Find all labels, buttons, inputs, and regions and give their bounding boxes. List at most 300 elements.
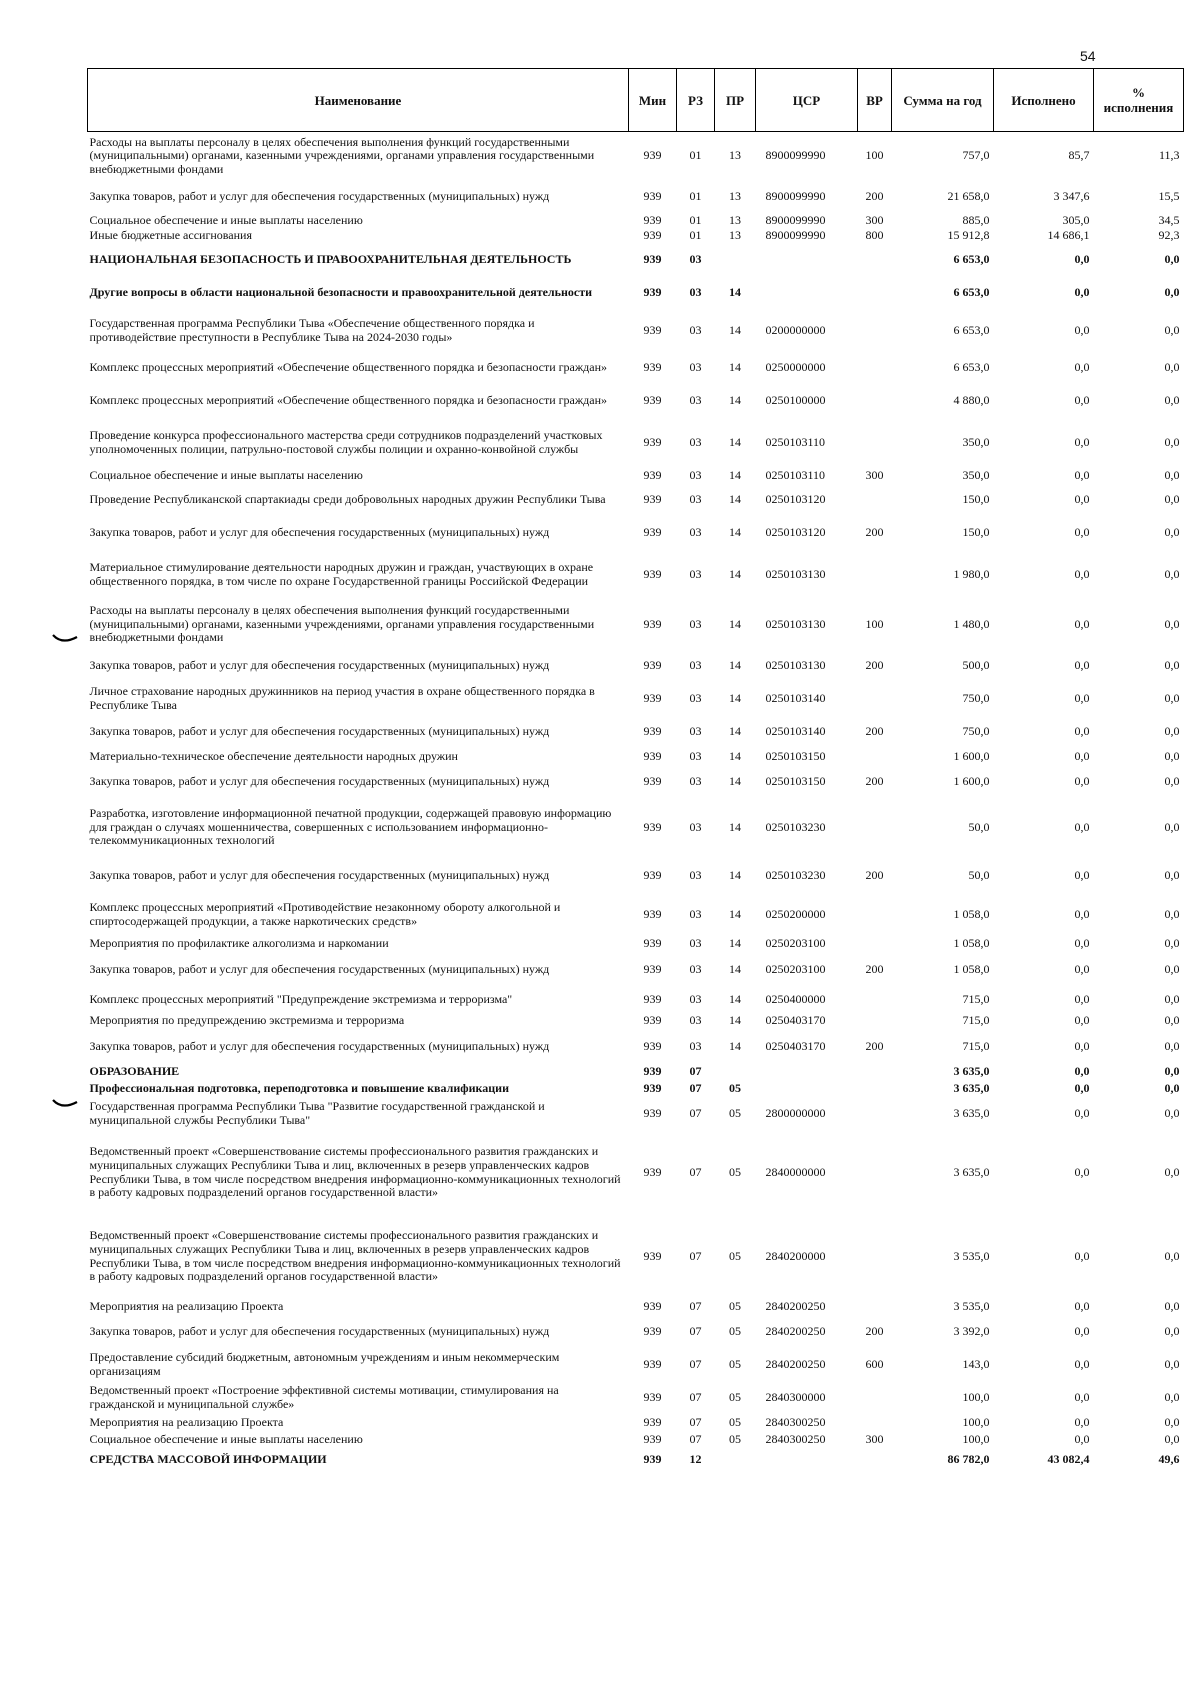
- cell-csr: 0250203100: [765, 936, 826, 951]
- cell-done: 0,0: [1074, 867, 1090, 882]
- table-row: [88, 1382, 1184, 1415]
- cell-min: 939: [643, 907, 662, 922]
- cell-pr: 05: [729, 1164, 741, 1179]
- cell-vr: 300: [865, 467, 884, 482]
- cell-csr: 2840200250: [765, 1357, 826, 1372]
- cell-rz: 03: [689, 936, 702, 951]
- cell-pr: 14: [729, 819, 741, 834]
- cell-rz: 03: [689, 467, 702, 482]
- cell-rz: 07: [689, 1248, 702, 1263]
- cell-pct: 0,0: [1164, 936, 1180, 951]
- cell-pr: 14: [729, 360, 741, 375]
- cell-pr: 05: [729, 1248, 741, 1263]
- cell-done: 0,0: [1074, 285, 1090, 300]
- cell-done: 0,0: [1074, 467, 1090, 482]
- cell-vr: [858, 895, 892, 936]
- cell-pct: 0,0: [1164, 467, 1180, 482]
- cell-min: 939: [643, 691, 662, 706]
- cell-min: 939: [643, 467, 662, 482]
- cell-min: 939: [643, 616, 662, 631]
- cell-rz: 01: [689, 189, 702, 204]
- cell-vr: [858, 1382, 892, 1415]
- table-row: [88, 650, 1184, 683]
- cell-rz: 03: [689, 774, 702, 789]
- cell-min: 939: [643, 1106, 662, 1121]
- cell-sum: 715,0: [962, 991, 990, 1006]
- cell-min: 939: [643, 434, 662, 449]
- cell-csr: 0250103140: [765, 691, 826, 706]
- cell-min: 939: [643, 189, 662, 204]
- cell-done: 0,0: [1074, 434, 1090, 449]
- cell-name: Расходы на выплаты персоналу в целях обеспечения выполнения функций государственными (муниципальными) органами, казенными учреждениями, органами управления государственными внебюджетными фондами: [89, 603, 595, 645]
- cell-sum: 3 635,0: [953, 1164, 990, 1179]
- cell-rz: 03: [689, 691, 702, 706]
- cell-done: 0,0: [1074, 819, 1090, 834]
- cell-sum: 86 782,0: [947, 1452, 990, 1467]
- cell-pr: 14: [729, 724, 741, 739]
- table-row: [88, 418, 1184, 468]
- cell-pr: 14: [729, 991, 741, 1006]
- cell-pct: 0,0: [1164, 907, 1180, 922]
- cell-rz: 03: [689, 658, 702, 673]
- cell-pr: 13: [729, 148, 741, 163]
- cell-csr: 0250400000: [765, 991, 826, 1006]
- cell-sum: 143,0: [962, 1357, 990, 1372]
- header-pct: % исполнения: [1094, 69, 1184, 132]
- cell-pct: 0,0: [1164, 819, 1180, 834]
- cell-done: 0,0: [1074, 492, 1090, 507]
- table-row: [88, 1030, 1184, 1064]
- table-row: [88, 1316, 1184, 1349]
- cell-sum: 3 635,0: [953, 1106, 990, 1121]
- cell-sum: 1 058,0: [953, 907, 990, 922]
- cell-rz: 07: [689, 1106, 702, 1121]
- cell-name: Закупка товаров, работ и услуг для обеспечения государственных (муниципальных) нужд: [89, 189, 550, 204]
- cell-done: 0,0: [1074, 1390, 1090, 1405]
- cell-min: 939: [643, 1357, 662, 1372]
- cell-pr: 14: [729, 658, 741, 673]
- check-mark-icon: [52, 1097, 78, 1111]
- cell-csr: 0250103130: [765, 616, 826, 631]
- table-row: [88, 1349, 1184, 1382]
- table-row: [88, 181, 1184, 214]
- cell-csr: 0250103110: [765, 434, 826, 449]
- cell-sum: 1 600,0: [953, 749, 990, 764]
- cell-done: 0,0: [1074, 991, 1090, 1006]
- cell-sum: 6 653,0: [953, 252, 990, 267]
- cell-rz: 03: [689, 867, 702, 882]
- header-sum: Сумма на год: [892, 69, 994, 132]
- cell-csr: 2840300250: [765, 1415, 826, 1430]
- cell-rz: 03: [689, 749, 702, 764]
- cell-csr: [756, 1081, 858, 1098]
- cell-name: Социальное обеспечение и иные выплаты населению: [89, 213, 363, 228]
- cell-csr: 2840200250: [765, 1299, 826, 1314]
- cell-pct: 0,0: [1164, 1299, 1180, 1314]
- cell-pct: 0,0: [1164, 724, 1180, 739]
- cell-pr: 14: [729, 492, 741, 507]
- cell-done: 0,0: [1074, 1013, 1090, 1028]
- cell-pr: 14: [729, 749, 741, 764]
- cell-sum: 15 912,8: [947, 228, 990, 243]
- cell-pr: 14: [729, 566, 741, 581]
- cell-pct: 0,0: [1164, 1038, 1180, 1053]
- cell-name: Закупка товаров, работ и услуг для обеспечения государственных (муниципальных) нужд: [89, 525, 550, 540]
- cell-pr: 14: [729, 525, 741, 540]
- table-row: [88, 214, 1184, 229]
- cell-done: 0,0: [1074, 1324, 1090, 1339]
- cell-vr: 300: [865, 1432, 884, 1447]
- cell-csr: 8900099990: [765, 228, 826, 243]
- cell-sum: 1 058,0: [953, 961, 990, 976]
- table-row: [88, 1013, 1184, 1030]
- cell-done: 0,0: [1074, 1064, 1090, 1079]
- table-row: [88, 1449, 1184, 1472]
- cell-vr: 600: [865, 1357, 884, 1372]
- cell-vr: [858, 352, 892, 385]
- cell-pct: 0,0: [1164, 691, 1180, 706]
- table-row: [88, 468, 1184, 484]
- cell-csr: 8900099990: [765, 189, 826, 204]
- cell-name: Ведомственный проект «Совершенствование системы профессионального развития гражданских и муниципальных служащих Республики Тыва и лиц, включенных в резерв управленческих кадров Республики Тыва, в том числе посредством внедрения информационно-коммуникационных технологий в работу кадровых подразделений органов государственной власти»: [89, 1228, 621, 1284]
- cell-min: 939: [643, 148, 662, 163]
- cell-name: Предоставление субсидий бюджетным, автономным учреждениям и иным некоммерческим организациям: [89, 1350, 560, 1378]
- cell-csr: [756, 244, 858, 277]
- cell-sum: 757,0: [962, 148, 990, 163]
- cell-pr: 13: [729, 189, 741, 204]
- cell-vr: 300: [865, 213, 884, 228]
- cell-min: 939: [643, 252, 662, 267]
- cell-done: 0,0: [1074, 1106, 1090, 1121]
- cell-rz: 07: [689, 1164, 702, 1179]
- cell-csr: 2840300000: [765, 1390, 826, 1405]
- cell-rz: 03: [689, 252, 702, 267]
- table-row: [88, 244, 1184, 277]
- cell-sum: 150,0: [962, 525, 990, 540]
- cell-min: 939: [643, 1432, 662, 1447]
- cell-vr: [858, 310, 892, 352]
- table-row: [88, 385, 1184, 418]
- cell-name: Социальное обеспечение и иные выплаты населению: [89, 1432, 363, 1447]
- cell-rz: 01: [689, 228, 702, 243]
- cell-done: 0,0: [1074, 691, 1090, 706]
- cell-done: 0,0: [1074, 907, 1090, 922]
- cell-min: 939: [643, 1248, 662, 1263]
- header-csr: ЦСР: [756, 69, 858, 132]
- cell-name: Комплекс процессных мероприятий «Противодействие незаконному обороту алкогольной и спиртосодержащей продукции, а также наркотических средств»: [89, 900, 561, 928]
- table-row: [88, 953, 1184, 987]
- cell-sum: 350,0: [962, 467, 990, 482]
- table-header-row: [88, 69, 1184, 132]
- cell-csr: 0250103110: [765, 467, 826, 482]
- cell-csr: 0250200000: [765, 907, 826, 922]
- cell-name: Закупка товаров, работ и услуг для обеспечения государственных (муниципальных) нужд: [89, 1324, 550, 1339]
- cell-min: 939: [643, 1164, 662, 1179]
- cell-pr: 05: [729, 1432, 741, 1447]
- cell-vr: [858, 1131, 892, 1215]
- cell-pct: 0,0: [1164, 1248, 1180, 1263]
- cell-min: 939: [643, 285, 662, 300]
- cell-vr: [858, 1098, 892, 1131]
- cell-vr: 200: [865, 189, 884, 204]
- cell-min: 939: [643, 1064, 662, 1079]
- cell-vr: [858, 749, 892, 766]
- cell-pr: 14: [729, 936, 741, 951]
- cell-done: 305,0: [1062, 213, 1090, 228]
- cell-pr: 05: [729, 1357, 741, 1372]
- cell-pct: 0,0: [1164, 1432, 1180, 1447]
- cell-name: Проведение Республиканской спартакиады среди добровольных народных дружин Республики Тыва: [89, 492, 606, 507]
- cell-pct: 92,3: [1158, 228, 1180, 243]
- cell-pct: 0,0: [1164, 1324, 1180, 1339]
- table-row: [88, 1415, 1184, 1432]
- cell-pct: 0,0: [1164, 774, 1180, 789]
- table-row: [88, 749, 1184, 766]
- cell-min: 939: [643, 961, 662, 976]
- cell-rz: 03: [689, 360, 702, 375]
- cell-rz: 07: [689, 1390, 702, 1405]
- cell-name: Материально-техническое обеспечение деятельности народных дружин: [89, 749, 458, 764]
- cell-pct: 0,0: [1164, 961, 1180, 976]
- cell-done: 0,0: [1074, 658, 1090, 673]
- cell-done: 43 082,4: [1047, 1452, 1090, 1467]
- table-row: [88, 936, 1184, 953]
- cell-rz: 03: [689, 1038, 702, 1053]
- cell-min: 939: [643, 774, 662, 789]
- cell-rz: 07: [689, 1357, 702, 1372]
- cell-vr: 100: [865, 148, 884, 163]
- cell-vr: 200: [865, 867, 884, 882]
- cell-csr: 0200000000: [765, 322, 826, 337]
- cell-csr: 0250103120: [765, 525, 826, 540]
- cell-pct: 0,0: [1164, 1357, 1180, 1372]
- cell-name: Комплекс процессных мероприятий «Обеспечение общественного порядка и безопасности граждан»: [89, 360, 608, 375]
- cell-name: Ведомственный проект «Построение эффективной системы мотивации, стимулирования на гражданской и муниципальной службе»: [89, 1383, 559, 1411]
- cell-min: 939: [643, 492, 662, 507]
- cell-pr: 14: [729, 467, 741, 482]
- cell-vr: [858, 683, 892, 716]
- cell-min: 939: [643, 658, 662, 673]
- page-number: 54: [1080, 48, 1096, 64]
- cell-vr: [858, 550, 892, 600]
- cell-done: 85,7: [1068, 148, 1090, 163]
- cell-vr: [858, 1299, 892, 1316]
- header-rz: РЗ: [677, 69, 715, 132]
- cell-pct: 0,0: [1164, 1064, 1180, 1079]
- cell-pct: 0,0: [1164, 991, 1180, 1006]
- cell-csr: 0250103150: [765, 774, 826, 789]
- cell-pr: 14: [729, 616, 741, 631]
- cell-sum: 750,0: [962, 724, 990, 739]
- cell-csr: 0250100000: [765, 393, 826, 408]
- cell-min: 939: [643, 991, 662, 1006]
- cell-done: 3 347,6: [1053, 189, 1090, 204]
- cell-name: Социальное обеспечение и иные выплаты населению: [89, 467, 363, 482]
- cell-name: Закупка товаров, работ и услуг для обеспечения государственных (муниципальных) нужд: [89, 774, 550, 789]
- cell-sum: 1 480,0: [953, 616, 990, 631]
- cell-pct: 34,5: [1158, 213, 1180, 228]
- cell-name: Государственная программа Республики Тыва «Обеспечение общественного порядка и противодействие преступности в Республике Тыва на 2024-2030 годы»: [89, 315, 535, 344]
- cell-sum: 715,0: [962, 1038, 990, 1053]
- cell-rz: 03: [689, 525, 702, 540]
- cell-name: Мероприятия на реализацию Проекта: [89, 1415, 284, 1430]
- cell-csr: 2840200250: [765, 1324, 826, 1339]
- cell-name: Закупка товаров, работ и услуг для обеспечения государственных (муниципальных) нужд: [89, 961, 550, 976]
- cell-csr: [756, 277, 858, 310]
- cell-pct: 0,0: [1164, 322, 1180, 337]
- cell-pct: 0,0: [1164, 1390, 1180, 1405]
- cell-min: 939: [643, 749, 662, 764]
- table-row: [88, 799, 1184, 857]
- header-done: Исполнено: [994, 69, 1094, 132]
- cell-min: 939: [643, 213, 662, 228]
- table-row: [88, 1131, 1184, 1215]
- cell-done: 0,0: [1074, 252, 1090, 267]
- cell-done: 0,0: [1074, 774, 1090, 789]
- cell-vr: [858, 385, 892, 418]
- cell-pct: 0,0: [1164, 1081, 1180, 1096]
- cell-pr: 14: [729, 1013, 741, 1028]
- cell-rz: 03: [689, 285, 702, 300]
- cell-sum: 150,0: [962, 492, 990, 507]
- cell-min: 939: [643, 393, 662, 408]
- cell-pr: 05: [729, 1081, 741, 1096]
- cell-done: 0,0: [1074, 1357, 1090, 1372]
- cell-sum: 50,0: [968, 867, 990, 882]
- table-row: [88, 352, 1184, 385]
- table-row: [88, 277, 1184, 310]
- cell-vr: [858, 484, 892, 517]
- cell-min: 939: [643, 867, 662, 882]
- cell-rz: 03: [689, 819, 702, 834]
- cell-min: 939: [643, 1452, 662, 1467]
- cell-done: 0,0: [1074, 724, 1090, 739]
- cell-pr: 14: [729, 691, 741, 706]
- cell-rz: 01: [689, 148, 702, 163]
- cell-vr: 800: [865, 228, 884, 243]
- cell-pct: 0,0: [1164, 492, 1180, 507]
- budget-table: [87, 68, 1184, 1472]
- cell-pct: 0,0: [1164, 393, 1180, 408]
- table-row: [88, 987, 1184, 1013]
- cell-name: Ведомственный проект «Совершенствование системы профессионального развития гражданских и муниципальных служащих Республики Тыва и лиц, включенных в резерв управленческих кадров Республики Тыва, в том числе посредством внедрения информационно-коммуникационных технологий в работу кадровых подразделений органов государственной власти»: [89, 1144, 621, 1200]
- table-row: [88, 1098, 1184, 1131]
- cell-sum: 715,0: [962, 1013, 990, 1028]
- cell-csr: 8900099990: [765, 148, 826, 163]
- cell-done: 0,0: [1074, 393, 1090, 408]
- table-row: [88, 600, 1184, 650]
- cell-name: Материальное стимулирование деятельности народных дружин и граждан, участвующих в охране общественного порядка, в том числе по охране Государственной границы Российской Федерации: [89, 559, 594, 588]
- cell-min: 939: [643, 1013, 662, 1028]
- cell-pr: 05: [729, 1390, 741, 1405]
- cell-min: 939: [643, 819, 662, 834]
- cell-rz: 03: [689, 393, 702, 408]
- cell-vr: [858, 936, 892, 953]
- cell-min: 939: [643, 1299, 662, 1314]
- cell-rz: 07: [689, 1299, 702, 1314]
- cell-sum: 6 653,0: [953, 360, 990, 375]
- cell-pr: 14: [729, 285, 741, 300]
- cell-done: 0,0: [1074, 936, 1090, 951]
- cell-sum: 1 600,0: [953, 774, 990, 789]
- cell-vr: [858, 1081, 892, 1098]
- cell-pct: 0,0: [1164, 1106, 1180, 1121]
- table-row: [88, 1064, 1184, 1081]
- cell-vr: 100: [865, 616, 884, 631]
- cell-name: ОБРАЗОВАНИЕ: [89, 1064, 180, 1079]
- cell-done: 0,0: [1074, 1164, 1090, 1179]
- cell-pct: 0,0: [1164, 749, 1180, 764]
- cell-pr: 14: [729, 867, 741, 882]
- cell-csr: 0250000000: [765, 360, 826, 375]
- cell-pr: 05: [729, 1106, 741, 1121]
- cell-pr: 14: [729, 322, 741, 337]
- cell-pct: 0,0: [1164, 566, 1180, 581]
- cell-sum: 350,0: [962, 434, 990, 449]
- cell-sum: 21 658,0: [947, 189, 990, 204]
- cell-rz: 03: [689, 724, 702, 739]
- cell-vr: [858, 1013, 892, 1030]
- table-row: [88, 766, 1184, 799]
- cell-vr: 200: [865, 1324, 884, 1339]
- cell-done: 0,0: [1074, 322, 1090, 337]
- cell-sum: 3 535,0: [953, 1248, 990, 1263]
- cell-min: 939: [643, 1081, 662, 1096]
- cell-done: 0,0: [1074, 1081, 1090, 1096]
- cell-pct: 0,0: [1164, 616, 1180, 631]
- cell-rz: 03: [689, 566, 702, 581]
- cell-done: 0,0: [1074, 1415, 1090, 1430]
- cell-vr: 200: [865, 724, 884, 739]
- cell-name: Закупка товаров, работ и услуг для обеспечения государственных (муниципальных) нужд: [89, 724, 550, 739]
- cell-rz: 03: [689, 322, 702, 337]
- cell-vr: [858, 244, 892, 277]
- cell-name: Мероприятия по профилактике алкоголизма и наркомании: [89, 936, 389, 951]
- cell-sum: 3 535,0: [953, 1299, 990, 1314]
- cell-done: 0,0: [1074, 1432, 1090, 1447]
- cell-pct: 15,5: [1158, 189, 1180, 204]
- cell-min: 939: [643, 1038, 662, 1053]
- cell-csr: 0250103230: [765, 819, 826, 834]
- cell-done: 0,0: [1074, 616, 1090, 631]
- cell-rz: 03: [689, 434, 702, 449]
- cell-name: Личное страхование народных дружинников на период участия в охране общественного порядка в Республике Тыва: [89, 684, 595, 712]
- cell-pct: 0,0: [1164, 1013, 1180, 1028]
- cell-pct: 0,0: [1164, 1415, 1180, 1430]
- cell-vr: [858, 1415, 892, 1432]
- cell-done: 0,0: [1074, 525, 1090, 540]
- table-row: [88, 1299, 1184, 1316]
- cell-csr: 2800000000: [765, 1106, 826, 1121]
- cell-rz: 03: [689, 492, 702, 507]
- cell-done: 0,0: [1074, 566, 1090, 581]
- cell-sum: 1 980,0: [953, 566, 990, 581]
- table-row: [88, 310, 1184, 352]
- cell-rz: 03: [689, 961, 702, 976]
- cell-rz: 07: [689, 1064, 702, 1079]
- table-row: [88, 716, 1184, 749]
- cell-pr: 14: [729, 907, 741, 922]
- cell-name: Иные бюджетные ассигнования: [89, 228, 252, 243]
- cell-pr: 13: [729, 228, 741, 243]
- cell-csr: 2840300250: [765, 1432, 826, 1447]
- cell-done: 0,0: [1074, 1248, 1090, 1263]
- cell-rz: 03: [689, 1013, 702, 1028]
- cell-pr: [715, 1064, 756, 1081]
- cell-min: 939: [643, 936, 662, 951]
- cell-sum: 885,0: [962, 213, 990, 228]
- cell-pct: 49,6: [1158, 1452, 1180, 1467]
